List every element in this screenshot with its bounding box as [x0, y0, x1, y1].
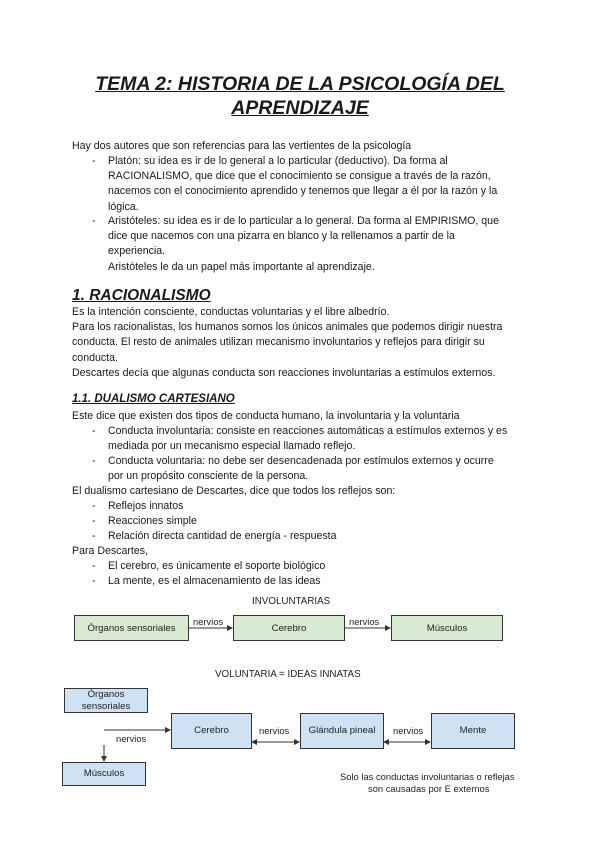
title-line-2: APRENDIZAJE	[231, 97, 369, 119]
bullet-dash: -	[92, 155, 96, 167]
bullet-dash: -	[92, 500, 96, 512]
diagram-note-line-2: son causadas por E externos	[368, 783, 490, 794]
descartes-item: El cerebro, es únicamente el soporte biológico	[108, 560, 326, 572]
dualismo-lead: Este dice que existen dos tipos de conducta humano, la involuntaria y la voluntaria	[72, 410, 460, 422]
section-heading-racionalismo: 1. RACIONALISMO	[72, 287, 211, 304]
box-musculos-v: Músculos	[62, 762, 146, 786]
edge-label-nervios: nervios	[116, 733, 147, 744]
reflejo-item: Reacciones simple	[108, 515, 197, 527]
descartes-item: La mente, es el almacenamiento de las ideas	[108, 575, 321, 587]
edge-label-nervios: nervios	[259, 725, 290, 736]
bullet-dash: -	[92, 515, 96, 527]
diagram-note-line-1: Solo las conductas involuntarias o reflejas	[340, 771, 515, 782]
bullet-dash: -	[92, 425, 96, 437]
conducta-voluntaria: Conducta voluntaria: no debe ser desencadenada por estímulos externos y ocurre por un propósito consciente de la persona.	[108, 455, 494, 483]
platon-paragraph: Platón: su idea es ir de lo general a lo particular (deductivo). Da forma al RACIONALISMO, que dice que el conocimiento se consigue a través de la razón, nacemos con el conocimiento aprendido y tenemos que llegar a él por la razón y la lógica.	[108, 155, 498, 213]
box-cerebro-v: Cerebro	[171, 713, 252, 749]
edge-label-nervios: nervios	[193, 616, 224, 627]
edge-label-nervios: nervios	[349, 616, 380, 627]
bullet-dash: -	[92, 530, 96, 542]
diagram-involuntarias-title: INVOLUNTARIAS	[252, 596, 331, 607]
descartes-lead: Para Descartes,	[72, 545, 148, 557]
title-line-1: TEMA 2: HISTORIA DE LA PSICOLOGÍA DEL	[95, 73, 505, 95]
reflejo-item: Relación directa cantidad de energía - respuesta	[108, 530, 337, 542]
box-mente: Mente	[431, 713, 515, 749]
box-glandula-pineal: Glándula pineal	[300, 713, 384, 749]
racionalismo-paragraph: Es la intención consciente, conductas voluntarias y el libre albedrío. Para los racionalistas, los humanos somos los únicos animales que podemos dirigir nuestra conducta. El resto de animales utilizan mecanismo involuntarios y reflejos para dirigir su conducta. Descartes decía que algunas conducta son reacciones involuntarias a estímulos externos.	[72, 306, 503, 379]
reflejo-item: Reflejos innatos	[108, 500, 184, 512]
box-cerebro: Cerebro	[233, 615, 345, 641]
edge-label-nervios: nervios	[393, 725, 424, 736]
bullet-dash: -	[92, 575, 96, 587]
aristoteles-paragraph: Aristóteles: su idea es ir de lo particular a lo general. Da forma al EMPIRISMO, que dice que nacemos con una pizarra en blanco y la rellenamos a partir de la experiencia. Aristóteles le da un papel más importante al aprendizaje.	[108, 215, 499, 273]
intro-lead: Hay dos autores que son referencias para las vertientes de la psicología	[72, 140, 412, 152]
box-organos-sensoriales: Órganos sensoriales	[74, 615, 189, 641]
bullet-dash: -	[92, 455, 96, 467]
reflejos-lead: El dualismo cartesiano de Descartes, dice que todos los reflejos son:	[72, 485, 396, 497]
bullet-dash: -	[92, 215, 96, 227]
conducta-involuntaria: Conducta involuntaria: consiste en reacciones automáticas a estímulos externos y es mediada por un mecanismo especial llamado reflejo.	[108, 425, 508, 453]
diagram-voluntaria-title: VOLUNTARIA = IDEAS INNATAS	[215, 669, 361, 680]
box-organos-sensoriales-v: Órganos sensoriales	[64, 688, 148, 713]
section-heading-dualismo: 1.1. DUALISMO CARTESIANO	[72, 393, 235, 405]
box-musculos: Músculos	[391, 615, 503, 641]
bullet-dash: -	[92, 560, 96, 572]
